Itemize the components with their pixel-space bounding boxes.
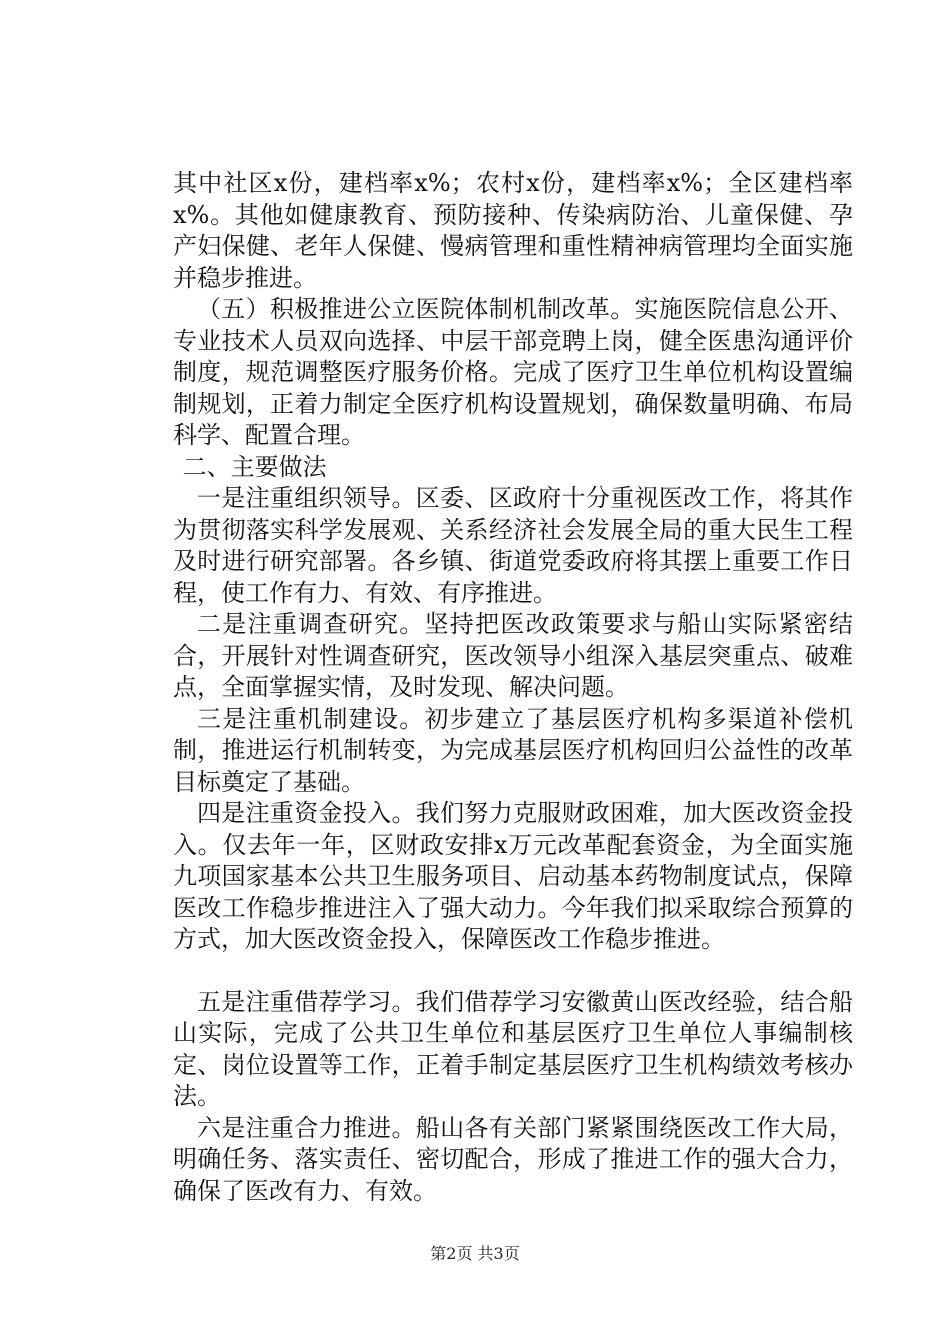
paragraph-leadership: 一是注重组织领导。区委、区政府十分重视医改工作，将其作为贯彻落实科学发展观、关系经济社会发展全局的重大民生工程及时进行研究部署。各乡镇、街道党委政府将其摆上重要工作日程，使工作有力、有效、有序推进。 [173,484,853,607]
paragraph-hospital-reform: （五）积极推进公立医院体制机制改革。实施医院信息公开、专业技术人员双向选择、中层干部竞聘上岗，健全医患沟通评价制度，规范调整医疗服务价格。完成了医疗卫生单位机构设置编制规划，正着力制定全医疗机构设置规划，确保数量明确、布局科学、配置合理。 [173,295,853,449]
page-number-footer: 第2页 共3页 [430,1244,520,1263]
paragraph-learning: 五是注重借荐学习。我们借荐学习安徽黄山医改经验，结合船山实际，完成了公共卫生单位和基层医疗卫生单位人事编制核定、岗位设置等工作，正着手制定基层医疗卫生机构绩效考核办法。 [173,987,853,1110]
paragraph-funding: 四是注重资金投入。我们努力克服财政困难，加大医改资金投入。仅去年一年，区财政安排x万元改革配套资金，为全面实施九项国家基本公共卫生服务项目、启动基本药物制度试点，保障医改工作稳步推进注入了强大动力。今年我们拟采取综合预算的方式，加大医改资金投入，保障医改工作稳步推进。 [173,799,853,953]
paragraph-cooperation: 六是注重合力推进。船山各有关部门紧紧围绕医改工作大局，明确任务、落实责任、密切配合，形成了推进工作的强大合力，确保了医改有力、有效。 [173,1113,853,1205]
paragraph-mechanism: 三是注重机制建设。初步建立了基层医疗机构多渠道补偿机制，推进运行机制转变，为完成基层医疗机构回归公益性的改革目标奠定了基础。 [173,704,853,796]
section-heading-main-practices: 二、主要做法 [182,452,327,481]
paragraph-research: 二是注重调查研究。坚持把医改政策要求与船山实际紧密结合，开展针对性调查研究，医改领导小组深入基层突重点、破难点，全面掌握实情，及时发现、解决问题。 [173,610,853,701]
document-body [173,168,853,1207]
paragraph-archive-rates: 其中社区x份，建档率x%；农村x份，建档率x%；全区建档率x%。其他如健康教育、预防接种、传染病防治、儿童保健、孕产妇保健、老年人保健、慢病管理和重性精神病管理均全面实施并稳步推进。 [173,169,853,292]
